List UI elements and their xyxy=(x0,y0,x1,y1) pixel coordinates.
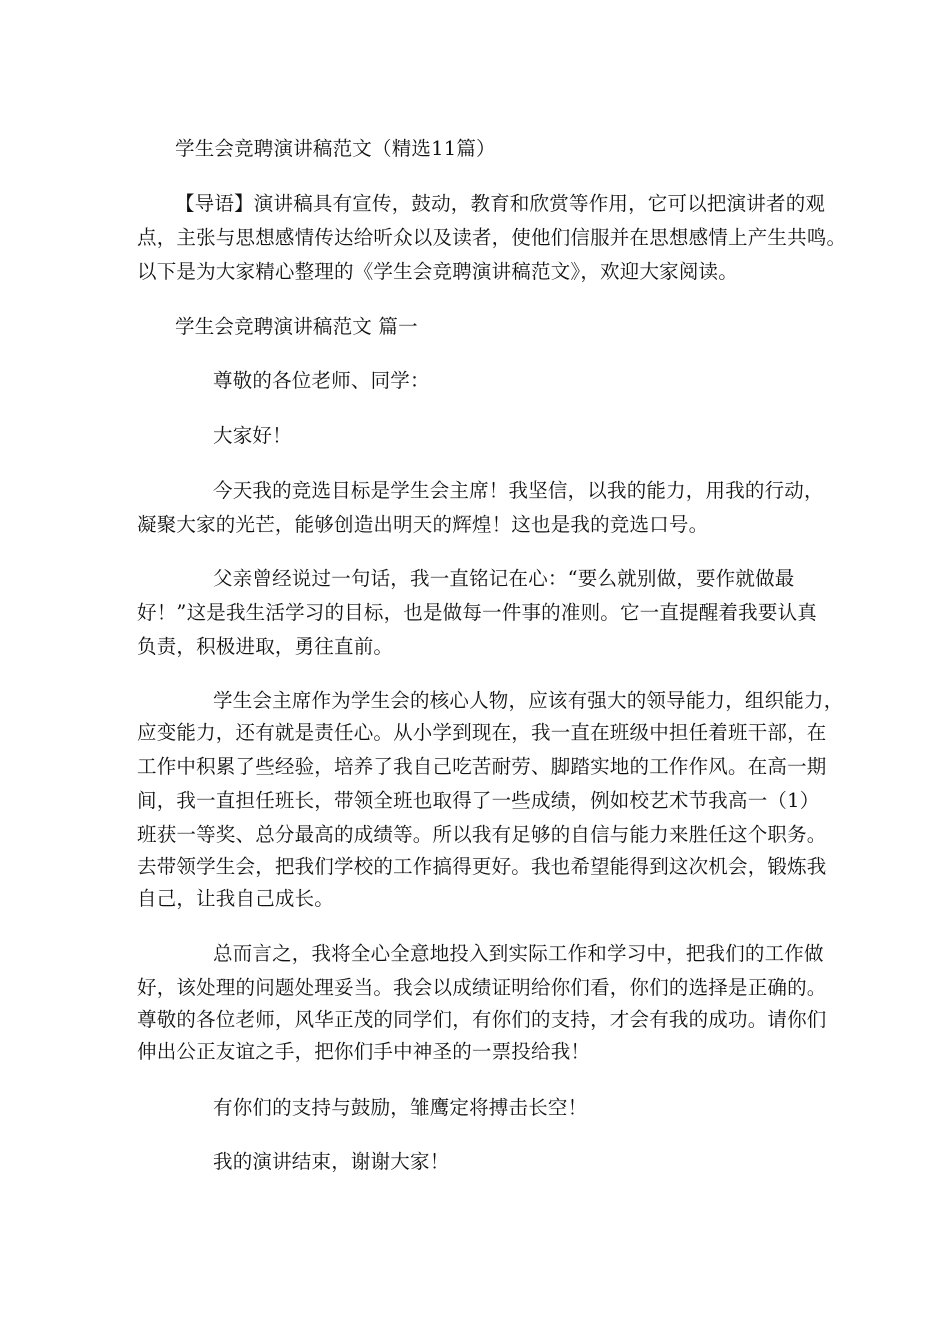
document-title: 学生会竞聘演讲稿范文（精选11篇） xyxy=(175,137,496,160)
paragraph-line: 总而言之，我将全心全意地投入到实际工作和学习中，把我们的工作做 xyxy=(213,942,824,965)
closing-line: 我的演讲结束，谢谢大家！ xyxy=(213,1150,450,1173)
paragraph-line: 父亲曾经说过一句话，我一直铭记在心：“要么就别做，要作就做最 xyxy=(213,567,795,590)
paragraph-line: 负责，积极进取，勇往直前。 xyxy=(137,635,394,658)
paragraph-line: 应变能力，还有就是责任心。从小学到现在，我一直在班级中担任着班干部，在 xyxy=(137,721,827,744)
paragraph-line: 工作中积累了些经验，培养了我自己吃苦耐劳、脚踏实地的工作作风。在高一期 xyxy=(137,755,827,778)
paragraph-line: 班获一等奖、总分最高的成绩等。所以我有足够的自信与能力来胜任这个职务。 xyxy=(137,823,827,846)
paragraph-line: 伸出公正友谊之手，把你们手中神圣的一票投给我！ xyxy=(137,1040,591,1063)
greeting: 大家好！ xyxy=(213,424,292,447)
paragraph-line: 好！”这是我生活学习的目标，也是做每一件事的准则。它一直提醒着我要认真 xyxy=(137,601,817,624)
paragraph-line: 尊敬的各位老师，风华正茂的同学们，有你们的支持，才会有我的成功。请你们 xyxy=(137,1008,827,1031)
paragraph-line: 去带领学生会，把我们学校的工作搞得更好。我也希望能得到这次机会，锻炼我 xyxy=(137,855,827,878)
paragraph-line: 学生会主席作为学生会的核心人物，应该有强大的领导能力，组织能力， xyxy=(213,689,844,712)
paragraph-line: 自己，让我自己成长。 xyxy=(137,887,335,910)
paragraph-line: 间，我一直担任班长，带领全班也取得了一些成绩，例如校艺术节我高一（1） xyxy=(137,789,820,812)
paragraph-line: 凝聚大家的光芒，能够创造出明天的辉煌！这也是我的竞选口号。 xyxy=(137,513,709,536)
paragraph-line: 今天我的竞选目标是学生会主席！我坚信，以我的能力，用我的行动， xyxy=(213,479,824,502)
salutation: 尊敬的各位老师、同学： xyxy=(213,369,430,392)
intro-line: 以下是为大家精心整理的《学生会竞聘演讲稿范文》，欢迎大家阅读。 xyxy=(137,260,738,283)
section-heading: 学生会竞聘演讲稿范文 篇一 xyxy=(175,315,418,338)
intro-line: 点，主张与思想感情传达给听众以及读者，使他们信服并在思想感情上产生共鸣。 xyxy=(137,226,847,249)
closing-line: 有你们的支持与鼓励，雏鹰定将搏击长空！ xyxy=(213,1096,588,1119)
intro-line: 【导语】演讲稿具有宣传，鼓动，教育和欣赏等作用，它可以把演讲者的观 xyxy=(175,192,826,215)
paragraph-line: 好，该处理的问题处理妥当。我会以成绩证明给你们看，你们的选择是正确的。 xyxy=(137,976,827,999)
